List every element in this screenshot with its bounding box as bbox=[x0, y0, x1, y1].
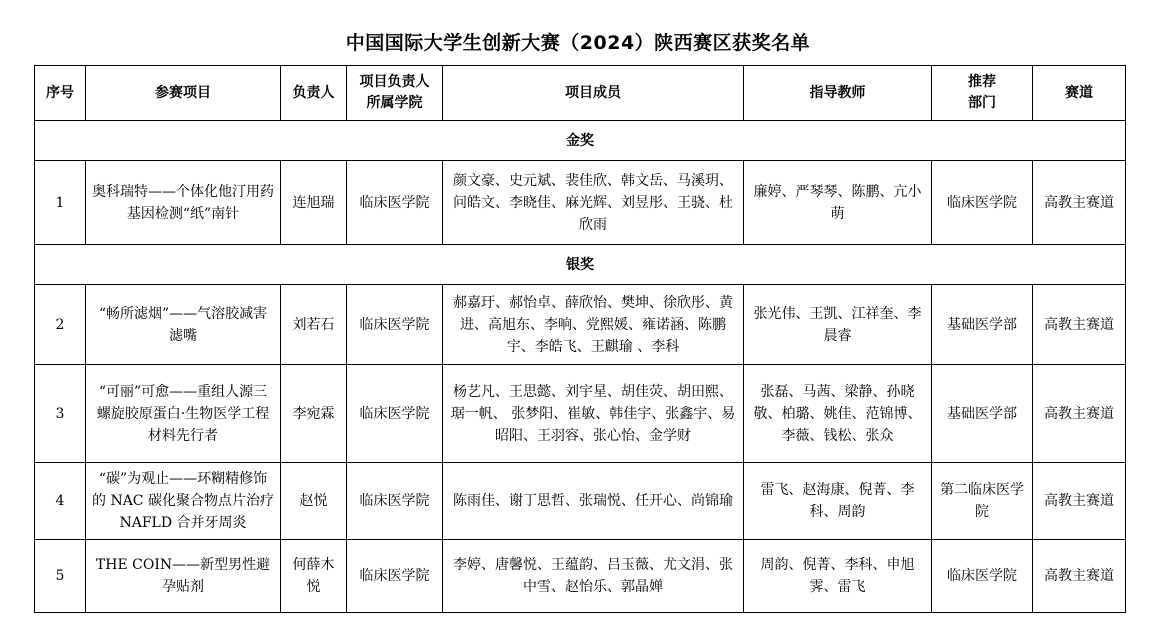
table-row bbox=[35, 540, 1126, 613]
col-header-college-line2: 所属学院 bbox=[366, 95, 423, 111]
cell-dept: 基础医学部 bbox=[932, 365, 1033, 463]
section-row-gold bbox=[35, 121, 1126, 161]
cell-teachers: 雷飞、赵海康、倪菁、李科、周韵 bbox=[744, 463, 932, 540]
cell-members: 颜文豪、史元斌、裴佳欣、韩文岳、马溪玥、问皓文、李晓佳、麻光辉、刘昱彤、王骁、杜欣雨 bbox=[443, 161, 744, 245]
cell-project: “碳”为观止——环糊精修饰的 NAC 碳化聚合物点片治疗 NAFLD 合并牙周炎 bbox=[86, 463, 281, 540]
cell-members: 李婷、唐馨悦、王蕴韵、吕玉薇、尤文涓、张中雪、赵怡乐、郭晶婵 bbox=[443, 540, 744, 613]
col-header-track: 赛道 bbox=[1033, 66, 1126, 121]
section-label-silver: 银奖 bbox=[35, 245, 1126, 285]
cell-college: 临床医学院 bbox=[347, 161, 443, 245]
cell-track: 高教主赛道 bbox=[1033, 285, 1126, 365]
cell-college: 临床医学院 bbox=[347, 285, 443, 365]
cell-college: 临床医学院 bbox=[347, 463, 443, 540]
cell-dept: 临床医学院 bbox=[932, 540, 1033, 613]
cell-no: 2 bbox=[35, 285, 86, 365]
cell-track: 高教主赛道 bbox=[1033, 540, 1126, 613]
col-header-no: 序号 bbox=[35, 66, 86, 121]
cell-leader: 李宛霖 bbox=[281, 365, 347, 463]
cell-no: 3 bbox=[35, 365, 86, 463]
col-header-members: 项目成员 bbox=[443, 66, 744, 121]
cell-project: 奥科瑞特——个体化他汀用药基因检测“纸”南针 bbox=[86, 161, 281, 245]
cell-no: 1 bbox=[35, 161, 86, 245]
cell-teachers: 张磊、马茜、梁静、孙晓敬、柏璐、姚佳、范锦博、李薇、钱松、张众 bbox=[744, 365, 932, 463]
table-row bbox=[35, 161, 1126, 245]
cell-teachers: 廉婷、严琴琴、陈鹏、亢小萌 bbox=[744, 161, 932, 245]
cell-dept: 第二临床医学院 bbox=[932, 463, 1033, 540]
cell-dept: 基础医学部 bbox=[932, 285, 1033, 365]
col-header-teachers: 指导教师 bbox=[744, 66, 932, 121]
cell-track: 高教主赛道 bbox=[1033, 463, 1126, 540]
cell-teachers: 周韵、倪菁、李科、申旭霁、雷飞 bbox=[744, 540, 932, 613]
header-row bbox=[35, 66, 1126, 121]
col-header-project: 参赛项目 bbox=[86, 66, 281, 121]
cell-dept: 临床医学院 bbox=[932, 161, 1033, 245]
col-header-dept bbox=[932, 66, 1033, 121]
table-row bbox=[35, 285, 1126, 365]
cell-track: 高教主赛道 bbox=[1033, 161, 1126, 245]
cell-college: 临床医学院 bbox=[347, 365, 443, 463]
cell-members: 陈雨佳、谢丁思哲、张瑞悦、任开心、尚锦瑜 bbox=[443, 463, 744, 540]
cell-members: 郝嘉玗、郝怡卓、薛欣怡、樊坤、徐欣彤、黄进、高旭东、李响、党熙媛、雍诺涵、陈鹏宇、李皓飞、王麒瑜 、李科 bbox=[443, 285, 744, 365]
cell-leader: 赵悦 bbox=[281, 463, 347, 540]
cell-members: 杨艺凡、王思懿、刘宇星、胡佳荧、胡田熙、琚一帆、 张梦阳、崔敏、韩佳宇、张鑫宇、易昭阳、王羽容、张心怡、金学财 bbox=[443, 365, 744, 463]
table-row bbox=[35, 365, 1126, 463]
cell-project: THE COIN——新型男性避孕贴剂 bbox=[86, 540, 281, 613]
cell-project: “畅所滤烟”——气溶胶减害滤嘴 bbox=[86, 285, 281, 365]
cell-leader: 连旭瑞 bbox=[281, 161, 347, 245]
col-header-college-line1: 项目负责人 bbox=[359, 74, 430, 90]
col-header-dept-line1: 推荐 bbox=[968, 74, 996, 90]
page-title: 中国国际大学生创新大赛（2024）陕西赛区获奖名单 bbox=[345, 32, 811, 54]
cell-leader: 何薛木悦 bbox=[281, 540, 347, 613]
col-header-dept-line2: 部门 bbox=[968, 95, 996, 111]
table-row bbox=[35, 463, 1126, 540]
col-header-college bbox=[347, 66, 443, 121]
cell-leader: 刘若石 bbox=[281, 285, 347, 365]
cell-no: 4 bbox=[35, 463, 86, 540]
cell-no: 5 bbox=[35, 540, 86, 613]
cell-college: 临床医学院 bbox=[347, 540, 443, 613]
awards-table bbox=[34, 65, 1126, 613]
col-header-leader: 负责人 bbox=[281, 66, 347, 121]
cell-project: “可丽”可愈——重组人源三螺旋胶原蛋白·生物医学工程材料先行者 bbox=[86, 365, 281, 463]
section-row-silver bbox=[35, 245, 1126, 285]
section-label-gold: 金奖 bbox=[35, 121, 1126, 161]
cell-teachers: 张光伟、王凯、江祥奎、李晨睿 bbox=[744, 285, 932, 365]
cell-track: 高教主赛道 bbox=[1033, 365, 1126, 463]
